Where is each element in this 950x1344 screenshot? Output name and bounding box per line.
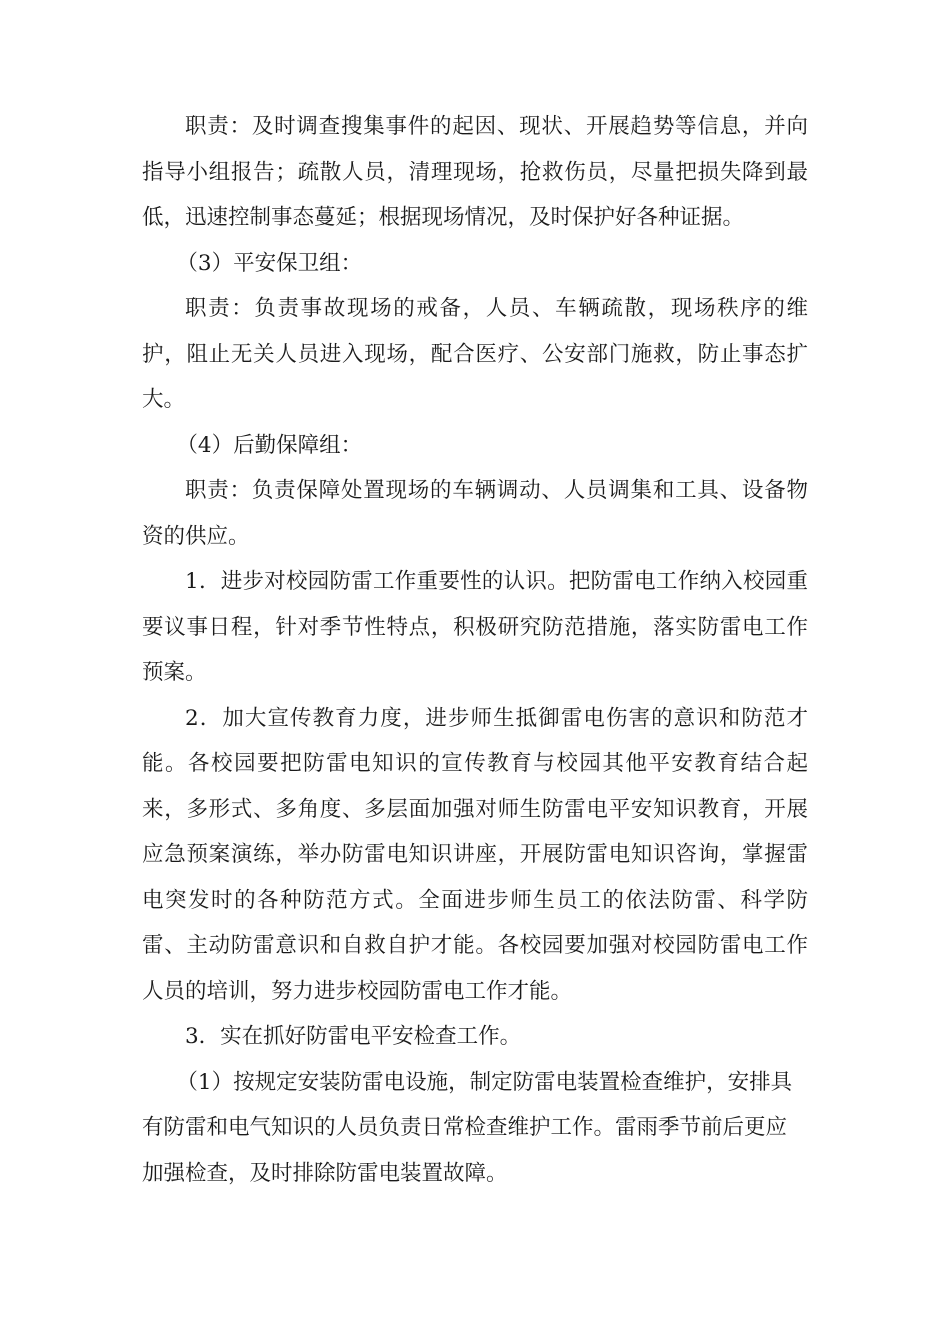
paragraph-duties-logistics: 职责：负责保障处置现场的车辆调动、人员调集和工具、设备物资的供应。 <box>142 478 808 549</box>
paragraph-item-2: 2．加大宣传教育力度，进步师生抵御雷电伤害的意识和防范才能。各校园要把防雷电知识的宣传教育与校园其他平安教育结合起来，多形式、多角度、多层面加强对师生防雷电平安知识教育，开展应急预案演练，举办防雷电知识讲座，开展防雷电知识咨询，掌握雷电突发时的各种防范方式。全面进步师生员工的依法防雷、科学防雷、主动防雷意识和自救自护才能。各校园要加强对校园防雷电工作人员的培训，努力进步校园防雷电工作才能。 <box>142 705 808 1004</box>
paragraph-duties-security: 职责：负责事故现场的戒备，人员、车辆疏散，现场秩序的维护，阻止无关人员进入现场，配合医疗、公安部门施救，防止事态扩大。 <box>142 296 808 412</box>
paragraph-duties-investigation: 职责：及时调查搜集事件的起因、现状、开展趋势等信息，并向指导小组报告；疏散人员，清理现场，抢救伤员，尽量把损失降到最低，迅速控制事态蔓延；根据现场情况，及时保护好各种证据。 <box>142 114 808 230</box>
paragraph-item-1: 1．进步对校园防雷工作重要性的认识。把防雷电工作纳入校园重要议事日程，针对季节性特点，积极研究防范措施，落实防雷电工作预案。 <box>142 569 808 685</box>
paragraph-item-3: 3．实在抓好防雷电平安检查工作。 <box>185 1024 522 1049</box>
document-body <box>142 104 808 1196</box>
paragraph-subitem-1: （1）按规定安装防雷电设施，制定防雷电装置检查维护，安排具有防雷和电气知识的人员负责日常检查维护工作。雷雨季节前后更应加强检查，及时排除防雷电装置故障。 <box>142 1069 793 1186</box>
heading-logistics-group: （4）后勤保障组： <box>176 432 363 458</box>
heading-security-group: （3）平安保卫组： <box>176 250 363 276</box>
